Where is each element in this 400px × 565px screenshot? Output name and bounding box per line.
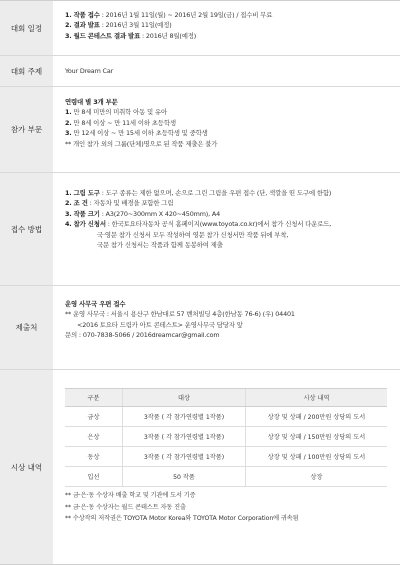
row-place	[0, 286, 400, 370]
row-categories	[0, 87, 400, 173]
award-count: 50 작품	[123, 467, 246, 487]
categories-note: ** 개인 참가 외의 그룹(단체)명으로 된 작품 제출은 불가	[65, 139, 218, 148]
awards-notes	[65, 490, 299, 525]
method-content	[65, 188, 394, 250]
schedule-item-2: 2. 결과 발표 : 2016년 3월 11일(예정)	[65, 21, 172, 30]
place-content	[65, 299, 394, 341]
schedule-item-1: 1. 작품 접수 : 2016년 1월 11일(월) ~ 2016년 2월 19일(금) / 접수비 무료	[65, 11, 273, 19]
awards-table-header	[65, 389, 387, 407]
award-grade: 동상	[65, 447, 123, 467]
row-label-awards: 시상 내역	[0, 370, 53, 564]
row-label-place: 제출처	[0, 286, 53, 369]
method-item-1: 1. 그림 도구 : 도구 종류는 제한 없으며, 손으로 그린 그림을 우편 접수 (단, 색깔을 띤 도구에 한함)	[65, 189, 332, 197]
method-item-3: 3. 작품 크기 : A3(270~300mm X 420~450mm), A4	[65, 209, 221, 218]
award-prize: 상장	[246, 467, 388, 487]
awards-note-1: ** 금·은·동 수상자 배출 학교 및 기관에 도서 기증	[65, 492, 196, 499]
award-grade: 금상	[65, 407, 123, 427]
place-line-1: ** 운영 사무국 : 서울시 용산구 한남대로 57 벤처빌딩 4층(한남동 76-6) (우) 04401	[65, 310, 295, 319]
awards-header-cell: 시상 내역	[246, 389, 388, 407]
award-prize: 상장 및 상패 / 100만원 상당의 도서	[246, 447, 388, 467]
row-awards	[0, 370, 400, 565]
schedule-item-3: 3. 월드 콘테스트 결과 발표 : 2016년 8월(예정)	[65, 31, 197, 40]
method-item-4: 4. 참가 신청서 : 한국토요타자동차 공식 홈페이지(www.toyota.co.kr)에서 참가 신청서 다운로드,	[65, 220, 332, 229]
method-item-2: 2. 조 건 : 자동차 및 배경을 포함한 그림	[65, 199, 174, 208]
row-schedule	[0, 1, 400, 56]
schedule-content	[65, 10, 394, 41]
table-row	[65, 407, 387, 427]
awards-header-cell: 구분	[65, 389, 123, 407]
table-row	[65, 447, 387, 467]
row-label-host: 대회 주제	[0, 56, 53, 86]
award-count: 3작품 ( 각 참가연령별 1작품)	[123, 407, 246, 427]
method-item-4-line-3: 국문 참가 신청서는 작품과 함께 동봉하여 제출	[97, 241, 223, 250]
award-prize: 상장 및 상패 / 200만원 상당의 도서	[246, 407, 388, 427]
award-grade: 입선	[65, 467, 123, 487]
row-label-method: 접수 방법	[0, 173, 53, 285]
awards-note-3: ** 수상작의 저작권은 TOYOTA Motor Korea와 TOYOTA Motor Corporation에 귀속됨	[65, 515, 299, 522]
row-method	[0, 173, 400, 286]
award-count: 3작품 ( 각 참가연령별 1작품)	[123, 447, 246, 467]
place-line-3: 문의 : 070-7838-5066 / 2016dreamcar@gmail.com	[65, 331, 220, 340]
awards-note-2: ** 금·은·동 수상자는 월드 콘테스트 자동 진출	[65, 503, 186, 511]
awards-table	[65, 388, 387, 487]
place-heading: 운영 사무국 우편 접수	[65, 300, 126, 308]
award-count: 3작품 ( 각 참가연령별 1작품)	[123, 427, 246, 447]
host-value: Your Dream Car	[65, 67, 114, 75]
award-prize: 상장 및 상패 / 150만원 상당의 도서	[246, 427, 388, 447]
table-row	[65, 467, 387, 487]
award-grade: 은상	[65, 427, 123, 447]
method-item-4-line-2: 국·영문 참가 신청서 모두 작성하여 영문 참가 신청서만 작품 뒤에 부착,	[97, 230, 289, 239]
row-host	[0, 56, 400, 87]
categories-item-3: 3. 만 12세 이상 ~ 만 15세 이하 초등학생 및 중학생	[65, 129, 208, 138]
categories-item-1: 1. 만 8세 미만의 미취학 아동 및 유아	[65, 108, 167, 117]
place-line-2: <2016 토요타 드림카 아트 콘테스트> 운영사무국 담당자 앞	[77, 320, 243, 329]
categories-content	[65, 97, 394, 149]
categories-item-2: 2. 만 8세 이상 ~ 만 11세 이하 초등학생	[65, 118, 176, 127]
table-row	[65, 427, 387, 447]
awards-header-cell: 대상	[123, 389, 246, 407]
row-label-categories: 참가 부문	[0, 87, 53, 172]
row-label-schedule: 대회 일정	[0, 1, 53, 55]
categories-heading: 연령대 별 3개 부문	[65, 98, 118, 106]
